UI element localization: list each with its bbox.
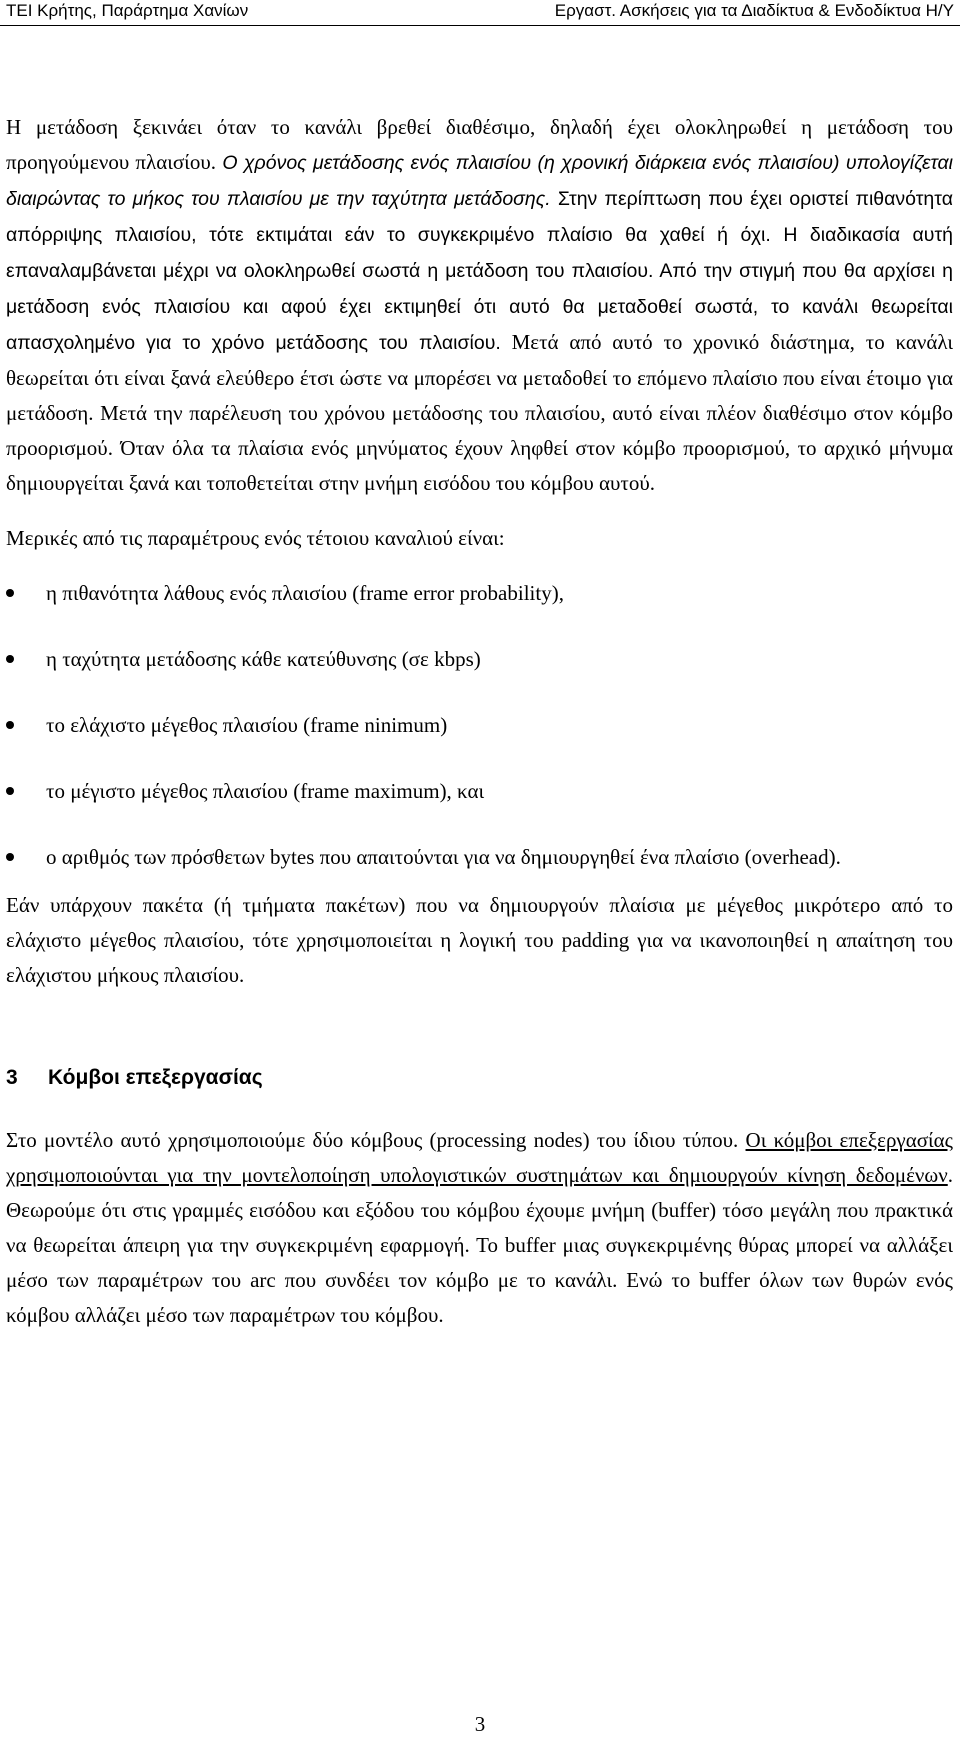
para4-sentence-2: . Θεωρούμε ότι στις γραμμές εισόδου και εξόδου του κόμβου έχουμε μνήμη (buffer) τόσο μεγάλη που πρακτικά να θεωρείται άπειρη για την συγκεκριμένη εφαρμογή. Το buffer μιας συγκεκριμένης θύρας μπορεί να αλλάξει μέσο των παραμέτρων του arc που συνδέει τον κόμβο με το κανάλι. Ενώ το buffer όλων των θυρών ενός κόμβου αλλάζει μέσο των παραμέτρων του κόμβου. (6, 1163, 953, 1327)
list-item: η ταχύτητα μετάδοσης κάθε κατεύθυνσης (σε kbps) (6, 642, 953, 676)
bullet-icon (6, 655, 14, 663)
paragraph-padding: Εάν υπάρχουν πακέτα (ή τμήματα πακέτων) που να δημιουργούν πλαίσια με μέγεθος μικρότερο από το ελάχιστο μέγεθος πλαισίου, τότε χρησιμοποιείται η λογική του padding για να ικανοποιηθεί η απαίτηση του ελάχιστου μήκους πλαισίου. (6, 893, 953, 987)
list-item: το ελάχιστο μέγεθος πλαισίου (frame ninimum) (6, 708, 953, 742)
running-header (0, 0, 960, 26)
para1-sentence-1: Η μετάδοση ξεκινάει όταν το κανάλι βρεθεί διαθέσιμο, δηλαδή έχει ολοκληρωθεί η μετάδοση του προηγούμενου πλαισίου. (6, 115, 953, 174)
section-heading (6, 1063, 953, 1093)
section-title: Κόμβοι επεξεργασίας (48, 1066, 263, 1089)
bullet-icon (6, 589, 14, 597)
page-body (6, 110, 953, 1333)
para1-sentence-5: Μετά από αυτό το χρονικό διάστημα, το κανάλι θεωρείται ότι είναι ξανά ελεύθερο έτσι ώστε να μπορέσει να μεταδοθεί το επόμενο πλαίσιο που είναι έτοιμο για μετάδοση. Μετά την παρέλευση του χρόνου μετάδοσης του πλαισίου, αυτό είναι πλέον διαθέσιμο στον κόμβο προορισμού. Όταν όλα τα πλαίσια ενός μηνύματος έχουν ληφθεί στον κόμβο προορισμού, το αρχικό μήνυμα δημιουργείται ξανά και τοποθετείται στην μνήμη εισόδου του κόμβου αυτού. (6, 330, 953, 495)
parameters-list (6, 576, 953, 874)
header-institution: ΤΕΙ Κρήτης, Παράρτημα Χανίων (6, 1, 249, 20)
bullet-icon (6, 787, 14, 795)
paragraph-transmission (6, 110, 953, 501)
bullet-icon (6, 853, 14, 861)
header-course-title: Εργαστ. Ασκήσεις για τα Διαδίκτυα & Ενδοδίκτυα Η/Υ (554, 1, 954, 20)
list-item: ο αριθμός των πρόσθετων bytes που απαιτούνται για να δημιουργηθεί ένα πλαίσιο (overhead). (6, 840, 953, 874)
bullet-icon (6, 721, 14, 729)
list-item: η πιθανότητα λάθους ενός πλαισίου (frame error probability), (6, 576, 953, 610)
para1-sentence-3-sans: Στην περίπτωση που έχει οριστεί πιθανότητα απόρριψης πλαισίου, τότε εκτιμάται εάν το συγκεκριμένο πλαίσιο θα χαθεί ή όχι. Η διαδικασία αυτή επαναλαμβάνεται μέχρι να ολοκληρωθεί σωστά η μετάδοση του πλαισίου. (6, 188, 953, 282)
header-divider (0, 25, 960, 26)
paragraph-processing-nodes (6, 1123, 953, 1333)
para1-sentence-2-italic: Ο χρόνος μετάδοσης ενός πλαισίου (η χρονική διάρκεια ενός πλαισίου) υπολογίζεται διαιρώντας το μήκος του πλαισίου με την ταχύτητα μετάδοσης. (6, 152, 953, 210)
section-number: 3 (6, 1066, 18, 1089)
paragraph-parameters-intro: Μερικές από τις παραμέτρους ενός τέτοιου καναλιού είναι: (6, 526, 505, 550)
para1-sentence-4-sans: Από την στιγμή που θα αρχίσει η μετάδοση ενός πλαισίου και αφού έχει εκτιμηθεί ότι αυτό θα μεταδοθεί σωστά, το κανάλι θεωρείται απασχολημένο για το χρόνο μετάδοσης του πλαισίου. (6, 260, 953, 354)
list-item: το μέγιστο μέγεθος πλαισίου (frame maximum), και (6, 774, 953, 808)
para4-sentence-1: Στο μοντέλο αυτό χρησιμοποιούμε δύο κόμβους (processing nodes) του ίδιου τύπου. (6, 1128, 746, 1152)
page-number: 3 (474, 1712, 486, 1736)
para4-underlined: Οι κόμβοι επεξεργασίας χρησιμοποιούνται για την μοντελοποίηση υπολογιστικών συστημάτων και δημιουργούν κίνηση δεδομένων (6, 1128, 954, 1187)
